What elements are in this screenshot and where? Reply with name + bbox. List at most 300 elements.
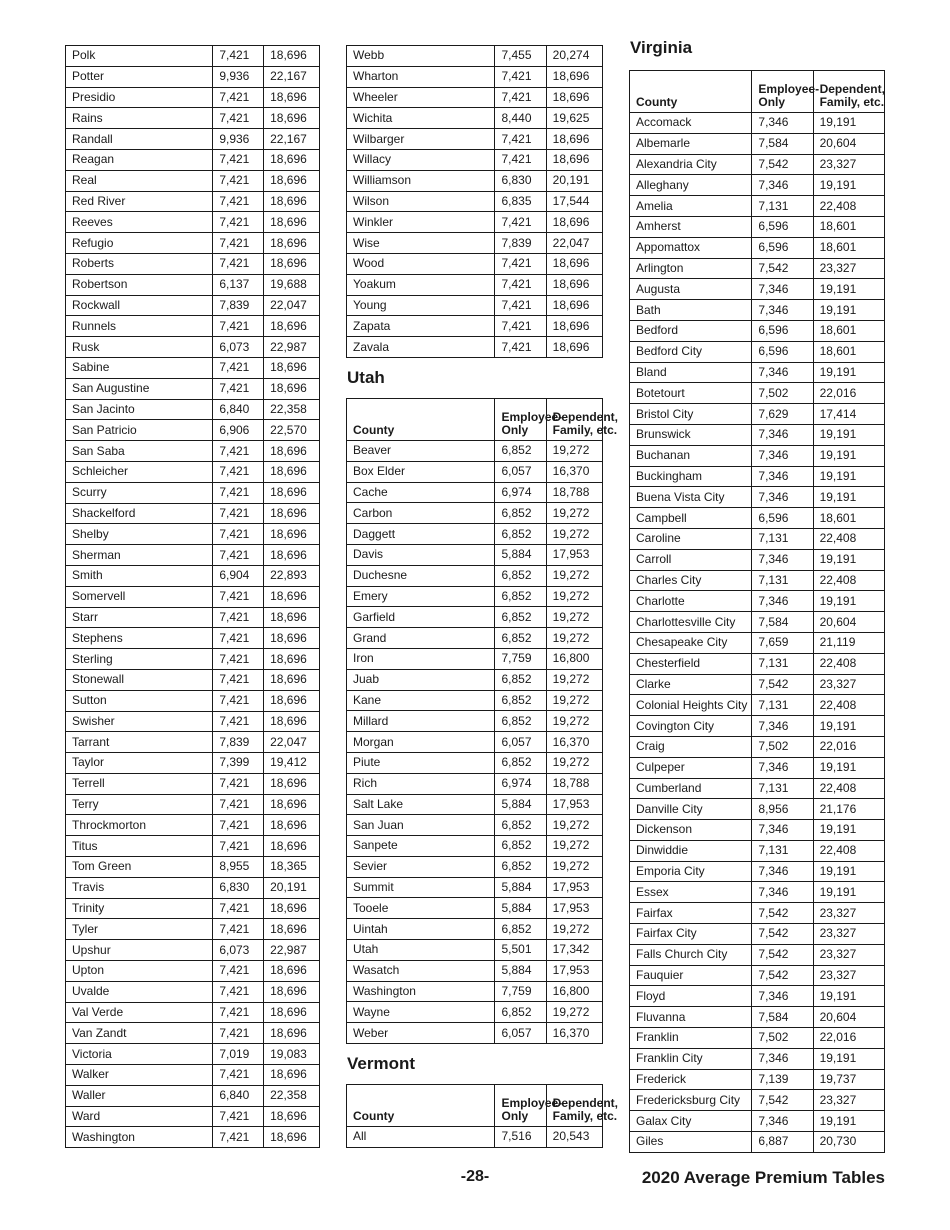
employee-only-cell: 6,840	[213, 399, 264, 420]
virginia-column	[629, 38, 885, 1153]
dependent-cell: 18,788	[546, 773, 602, 794]
dependent-cell: 19,272	[546, 669, 602, 690]
county-cell: Box Elder	[347, 461, 495, 482]
employee-only-cell: 7,502	[752, 736, 813, 757]
table-row	[66, 233, 320, 254]
table-row	[630, 1132, 885, 1153]
dependent-cell: 18,696	[264, 794, 320, 815]
employee-only-cell: 7,421	[213, 545, 264, 566]
employee-only-cell: 7,421	[213, 1127, 264, 1148]
table-row	[347, 461, 603, 482]
county-cell: San Patricio	[66, 420, 213, 441]
employee-only-cell: 6,852	[495, 440, 546, 461]
dependent-cell: 18,696	[264, 836, 320, 857]
county-cell: Refugio	[66, 233, 213, 254]
table-row	[347, 170, 603, 191]
dependent-cell: 18,601	[813, 341, 884, 362]
employee-only-cell: 8,955	[213, 857, 264, 878]
middle-column	[346, 45, 619, 1148]
dependent-cell: 22,047	[264, 295, 320, 316]
county-cell: Tyler	[66, 919, 213, 940]
page-number: -28-	[460, 1168, 490, 1185]
table-row	[630, 320, 885, 341]
county-header: County	[630, 71, 752, 113]
dependent-cell: 19,272	[546, 586, 602, 607]
employee-only-cell: 6,852	[495, 503, 546, 524]
county-cell: Val Verde	[66, 1002, 213, 1023]
table-row	[630, 1048, 885, 1069]
dependent-cell: 19,272	[546, 565, 602, 586]
table-row	[630, 549, 885, 570]
county-cell: Starr	[66, 607, 213, 628]
county-cell: Cumberland	[630, 778, 752, 799]
employee-only-cell: 7,421	[213, 212, 264, 233]
dependent-cell: 20,604	[813, 1007, 884, 1028]
employee-only-cell: 7,421	[213, 170, 264, 191]
county-cell: Fluvanna	[630, 1007, 752, 1028]
table-row	[66, 877, 320, 898]
table-row	[630, 113, 885, 134]
county-cell: Taylor	[66, 753, 213, 774]
dependent-cell: 19,191	[813, 716, 884, 737]
table-row	[66, 1023, 320, 1044]
dependent-cell: 16,370	[546, 461, 602, 482]
employee-only-cell: 7,421	[213, 1023, 264, 1044]
employee-only-cell: 6,852	[495, 1002, 546, 1023]
table-row	[66, 524, 320, 545]
dependent-cell: 19,272	[546, 524, 602, 545]
dependent-cell: 16,800	[546, 648, 602, 669]
table-row	[66, 129, 320, 150]
county-cell: Reeves	[66, 212, 213, 233]
table-row	[66, 503, 320, 524]
dependent-cell: 18,696	[546, 253, 602, 274]
county-cell: Appomattox	[630, 237, 752, 258]
county-header: County	[347, 398, 495, 440]
table-row	[66, 794, 320, 815]
dependent-cell: 18,696	[264, 981, 320, 1002]
county-cell: Charlotte	[630, 591, 752, 612]
table-row	[347, 295, 603, 316]
county-cell: Randall	[66, 129, 213, 150]
dependent-cell: 18,696	[264, 690, 320, 711]
table-row	[630, 1090, 885, 1111]
table-row	[66, 628, 320, 649]
county-cell: Botetourt	[630, 383, 752, 404]
dependent-cell: 19,191	[813, 882, 884, 903]
table-row	[347, 129, 603, 150]
employee-only-cell: 6,057	[495, 461, 546, 482]
county-cell: Young	[347, 295, 495, 316]
employee-only-cell: 7,542	[752, 944, 813, 965]
county-cell: Rockwall	[66, 295, 213, 316]
dependent-cell: 18,696	[546, 66, 602, 87]
employee-only-cell: 7,421	[495, 337, 546, 358]
dependent-cell: 18,696	[546, 129, 602, 150]
table-row	[66, 732, 320, 753]
dependent-cell: 18,696	[264, 357, 320, 378]
dependent-cell: 19,272	[546, 440, 602, 461]
dependent-cell: 16,370	[546, 1023, 602, 1044]
table-row	[630, 653, 885, 674]
county-cell: Craig	[630, 736, 752, 757]
employee-only-cell: 7,584	[752, 133, 813, 154]
dependent-cell: 18,696	[264, 586, 320, 607]
dependent-cell: 19,191	[813, 820, 884, 841]
county-cell: Fairfax	[630, 903, 752, 924]
dependent-header: Dependent, Family, etc.	[813, 71, 884, 113]
county-cell: Weber	[347, 1023, 495, 1044]
dependent-cell: 22,358	[264, 399, 320, 420]
table-row	[347, 690, 603, 711]
table-row	[66, 87, 320, 108]
table-row	[66, 649, 320, 670]
employee-only-cell: 6,852	[495, 690, 546, 711]
dependent-cell: 22,408	[813, 778, 884, 799]
employee-only-cell: 7,421	[213, 836, 264, 857]
employee-only-cell: 7,421	[213, 149, 264, 170]
county-cell: Robertson	[66, 274, 213, 295]
dependent-cell: 19,272	[546, 836, 602, 857]
table-row	[630, 903, 885, 924]
county-cell: Swisher	[66, 711, 213, 732]
table-row	[66, 961, 320, 982]
employee-only-cell: 6,852	[495, 565, 546, 586]
county-cell: Utah	[347, 940, 495, 961]
table-row	[347, 565, 603, 586]
county-cell: Zapata	[347, 316, 495, 337]
employee-only-cell: 7,839	[213, 732, 264, 753]
table-row	[630, 258, 885, 279]
employee-only-cell: 7,346	[752, 716, 813, 737]
dependent-cell: 18,696	[264, 919, 320, 940]
county-cell: Smith	[66, 565, 213, 586]
employee-only-cell: 7,421	[495, 87, 546, 108]
county-cell: Potter	[66, 66, 213, 87]
employee-only-cell: 8,956	[752, 799, 813, 820]
table-row	[630, 674, 885, 695]
dependent-cell: 18,601	[813, 508, 884, 529]
table-row	[630, 612, 885, 633]
table-row	[630, 424, 885, 445]
table-row	[347, 1023, 603, 1044]
dependent-cell: 18,696	[264, 711, 320, 732]
table-row	[66, 295, 320, 316]
dependent-cell: 21,176	[813, 799, 884, 820]
employee-only-cell: 7,542	[752, 1090, 813, 1111]
employee-only-cell: 6,852	[495, 628, 546, 649]
employee-only-cell: 7,131	[752, 570, 813, 591]
county-cell: Fauquier	[630, 965, 752, 986]
employee-only-cell: 6,073	[213, 940, 264, 961]
vermont-heading: Vermont	[347, 1054, 416, 1074]
table-row	[347, 1002, 603, 1023]
table-row	[347, 898, 603, 919]
dependent-cell: 19,191	[813, 591, 884, 612]
employee-only-cell: 6,852	[495, 524, 546, 545]
table-row	[630, 840, 885, 861]
table-row	[66, 399, 320, 420]
employee-only-cell: 7,131	[752, 653, 813, 674]
employee-only-cell: 7,421	[495, 129, 546, 150]
dependent-cell: 22,016	[813, 1028, 884, 1049]
employee-only-cell: 6,852	[495, 815, 546, 836]
county-cell: Sterling	[66, 649, 213, 670]
employee-only-header: Employee- Only	[752, 71, 813, 113]
dependent-cell: 22,987	[264, 940, 320, 961]
county-cell: Red River	[66, 191, 213, 212]
county-cell: Polk	[66, 46, 213, 67]
employee-only-cell: 7,421	[213, 524, 264, 545]
table-row	[66, 212, 320, 233]
county-cell: Alexandria City	[630, 154, 752, 175]
county-cell: Reagan	[66, 149, 213, 170]
table-row	[66, 1106, 320, 1127]
dependent-cell: 19,191	[813, 279, 884, 300]
dependent-cell: 22,016	[813, 736, 884, 757]
table-row	[347, 607, 603, 628]
dependent-cell: 23,327	[813, 944, 884, 965]
county-cell: Buena Vista City	[630, 487, 752, 508]
employee-only-cell: 6,840	[213, 1085, 264, 1106]
employee-only-cell: 7,346	[752, 1048, 813, 1069]
county-cell: Accomack	[630, 113, 752, 134]
county-cell: Floyd	[630, 986, 752, 1007]
dependent-cell: 18,696	[264, 461, 320, 482]
employee-only-cell: 5,884	[495, 877, 546, 898]
dependent-cell: 22,408	[813, 653, 884, 674]
table-row	[630, 632, 885, 653]
employee-only-cell: 7,421	[213, 586, 264, 607]
employee-only-cell: 5,501	[495, 940, 546, 961]
county-cell: Wasatch	[347, 960, 495, 981]
employee-only-cell: 7,346	[752, 445, 813, 466]
county-cell: Rains	[66, 108, 213, 129]
vermont-table	[346, 1084, 619, 1148]
employee-only-cell: 7,421	[213, 46, 264, 67]
dependent-cell: 18,696	[264, 170, 320, 191]
employee-only-cell: 7,455	[495, 46, 546, 67]
table-row	[347, 274, 603, 295]
employee-only-cell: 7,346	[752, 487, 813, 508]
county-cell: Carbon	[347, 503, 495, 524]
employee-only-cell: 7,421	[213, 357, 264, 378]
county-cell: Runnels	[66, 316, 213, 337]
table-row	[66, 940, 320, 961]
table-row	[630, 528, 885, 549]
employee-only-cell: 7,421	[213, 316, 264, 337]
employee-only-cell: 7,346	[752, 466, 813, 487]
table-row	[630, 404, 885, 425]
table-row	[630, 487, 885, 508]
employee-only-cell: 7,421	[213, 919, 264, 940]
dependent-cell: 18,696	[264, 1023, 320, 1044]
county-cell: Buchanan	[630, 445, 752, 466]
county-cell: Wood	[347, 253, 495, 274]
county-cell: Throckmorton	[66, 815, 213, 836]
table-row	[630, 175, 885, 196]
dependent-cell: 18,696	[264, 669, 320, 690]
employee-only-cell: 7,139	[752, 1069, 813, 1090]
county-cell: Wheeler	[347, 87, 495, 108]
dependent-cell: 18,696	[264, 441, 320, 462]
county-cell: Travis	[66, 877, 213, 898]
table-row	[66, 1085, 320, 1106]
county-cell: Garfield	[347, 607, 495, 628]
county-cell: Trinity	[66, 898, 213, 919]
table-row	[347, 337, 603, 358]
county-cell: Yoakum	[347, 274, 495, 295]
employee-only-cell: 7,839	[495, 233, 546, 254]
dependent-cell: 20,730	[813, 1132, 884, 1153]
county-cell: Bedford City	[630, 341, 752, 362]
county-cell: Arlington	[630, 258, 752, 279]
county-cell: Brunswick	[630, 424, 752, 445]
table-row	[66, 545, 320, 566]
table-row	[630, 133, 885, 154]
dependent-cell: 16,800	[546, 981, 602, 1002]
employee-only-cell: 7,421	[213, 233, 264, 254]
employee-only-cell: 7,421	[213, 441, 264, 462]
county-cell: San Augustine	[66, 378, 213, 399]
employee-only-cell: 7,584	[752, 1007, 813, 1028]
employee-only-cell: 7,421	[213, 503, 264, 524]
employee-only-cell: 5,884	[495, 794, 546, 815]
table-row	[630, 445, 885, 466]
table-row	[66, 586, 320, 607]
table-row	[347, 66, 603, 87]
dependent-cell: 18,696	[264, 773, 320, 794]
employee-only-cell: 7,421	[213, 1065, 264, 1086]
county-cell: Buckingham	[630, 466, 752, 487]
employee-only-cell: 7,584	[752, 612, 813, 633]
table-row	[630, 986, 885, 1007]
dependent-cell: 22,987	[264, 337, 320, 358]
table-row	[630, 362, 885, 383]
dependent-cell: 18,696	[264, 628, 320, 649]
county-cell: Wharton	[347, 66, 495, 87]
table-row	[630, 820, 885, 841]
dependent-cell: 18,696	[264, 607, 320, 628]
county-cell: Tarrant	[66, 732, 213, 753]
table-row	[630, 944, 885, 965]
table-row	[630, 154, 885, 175]
employee-only-cell: 7,131	[752, 695, 813, 716]
table-row	[66, 378, 320, 399]
table-row	[347, 919, 603, 940]
employee-only-cell: 7,421	[495, 316, 546, 337]
employee-only-cell: 7,346	[752, 362, 813, 383]
dependent-cell: 19,737	[813, 1069, 884, 1090]
county-cell: Ward	[66, 1106, 213, 1127]
table-row	[347, 586, 603, 607]
dependent-cell: 19,272	[546, 607, 602, 628]
county-cell: Bedford	[630, 320, 752, 341]
county-cell: Essex	[630, 882, 752, 903]
table-row	[630, 695, 885, 716]
dependent-cell: 23,327	[813, 965, 884, 986]
employee-only-cell: 6,852	[495, 836, 546, 857]
employee-only-cell: 7,399	[213, 753, 264, 774]
county-cell: Winkler	[347, 212, 495, 233]
table-row	[66, 981, 320, 1002]
table-row	[66, 170, 320, 191]
table-row	[66, 857, 320, 878]
table-row	[347, 87, 603, 108]
table-row	[630, 591, 885, 612]
table-row	[347, 253, 603, 274]
table-row	[630, 716, 885, 737]
county-cell: Charles City	[630, 570, 752, 591]
county-cell: Wayne	[347, 1002, 495, 1023]
county-cell: Fairfax City	[630, 924, 752, 945]
table-header-row	[347, 1085, 603, 1127]
table-row	[347, 940, 603, 961]
employee-only-cell: 7,421	[213, 690, 264, 711]
county-cell: Augusta	[630, 279, 752, 300]
dependent-cell: 17,414	[813, 404, 884, 425]
employee-only-cell: 6,887	[752, 1132, 813, 1153]
dependent-cell: 18,696	[264, 212, 320, 233]
dependent-cell: 19,272	[546, 628, 602, 649]
dependent-cell: 22,570	[264, 420, 320, 441]
table-row	[630, 300, 885, 321]
dependent-cell: 18,696	[264, 108, 320, 129]
employee-only-cell: 7,019	[213, 1044, 264, 1065]
dependent-cell: 18,696	[264, 1127, 320, 1148]
employee-only-cell: 7,346	[752, 986, 813, 1007]
table-row	[66, 420, 320, 441]
table-row	[66, 316, 320, 337]
county-cell: Uintah	[347, 919, 495, 940]
employee-only-cell: 6,596	[752, 320, 813, 341]
dependent-cell: 20,543	[546, 1127, 602, 1148]
county-cell: Morgan	[347, 732, 495, 753]
table-row	[630, 799, 885, 820]
employee-only-cell: 6,830	[495, 170, 546, 191]
virginia-heading: Virginia	[630, 38, 693, 57]
county-cell: Washington	[66, 1127, 213, 1148]
employee-only-cell: 7,346	[752, 591, 813, 612]
dependent-cell: 19,412	[264, 753, 320, 774]
dependent-cell: 19,191	[813, 175, 884, 196]
county-cell: Daggett	[347, 524, 495, 545]
employee-only-cell: 6,852	[495, 752, 546, 773]
employee-only-cell: 5,884	[495, 898, 546, 919]
dependent-cell: 19,625	[546, 108, 602, 129]
county-cell: Grand	[347, 628, 495, 649]
county-cell: Wichita	[347, 108, 495, 129]
table-row	[630, 757, 885, 778]
employee-only-cell: 7,421	[495, 253, 546, 274]
table-row	[630, 1028, 885, 1049]
county-cell: Sabine	[66, 357, 213, 378]
employee-only-cell: 7,421	[495, 212, 546, 233]
county-cell: Frederick	[630, 1069, 752, 1090]
employee-only-cell: 7,421	[213, 773, 264, 794]
dependent-cell: 18,696	[546, 274, 602, 295]
table-row	[347, 711, 603, 732]
table-row	[66, 836, 320, 857]
county-cell: Duchesne	[347, 565, 495, 586]
county-header: County	[347, 1085, 495, 1127]
table-row	[347, 544, 603, 565]
dependent-cell: 18,696	[264, 503, 320, 524]
dependent-cell: 18,696	[264, 316, 320, 337]
table-row	[66, 711, 320, 732]
employee-only-cell: 7,421	[213, 482, 264, 503]
county-cell: Dinwiddie	[630, 840, 752, 861]
